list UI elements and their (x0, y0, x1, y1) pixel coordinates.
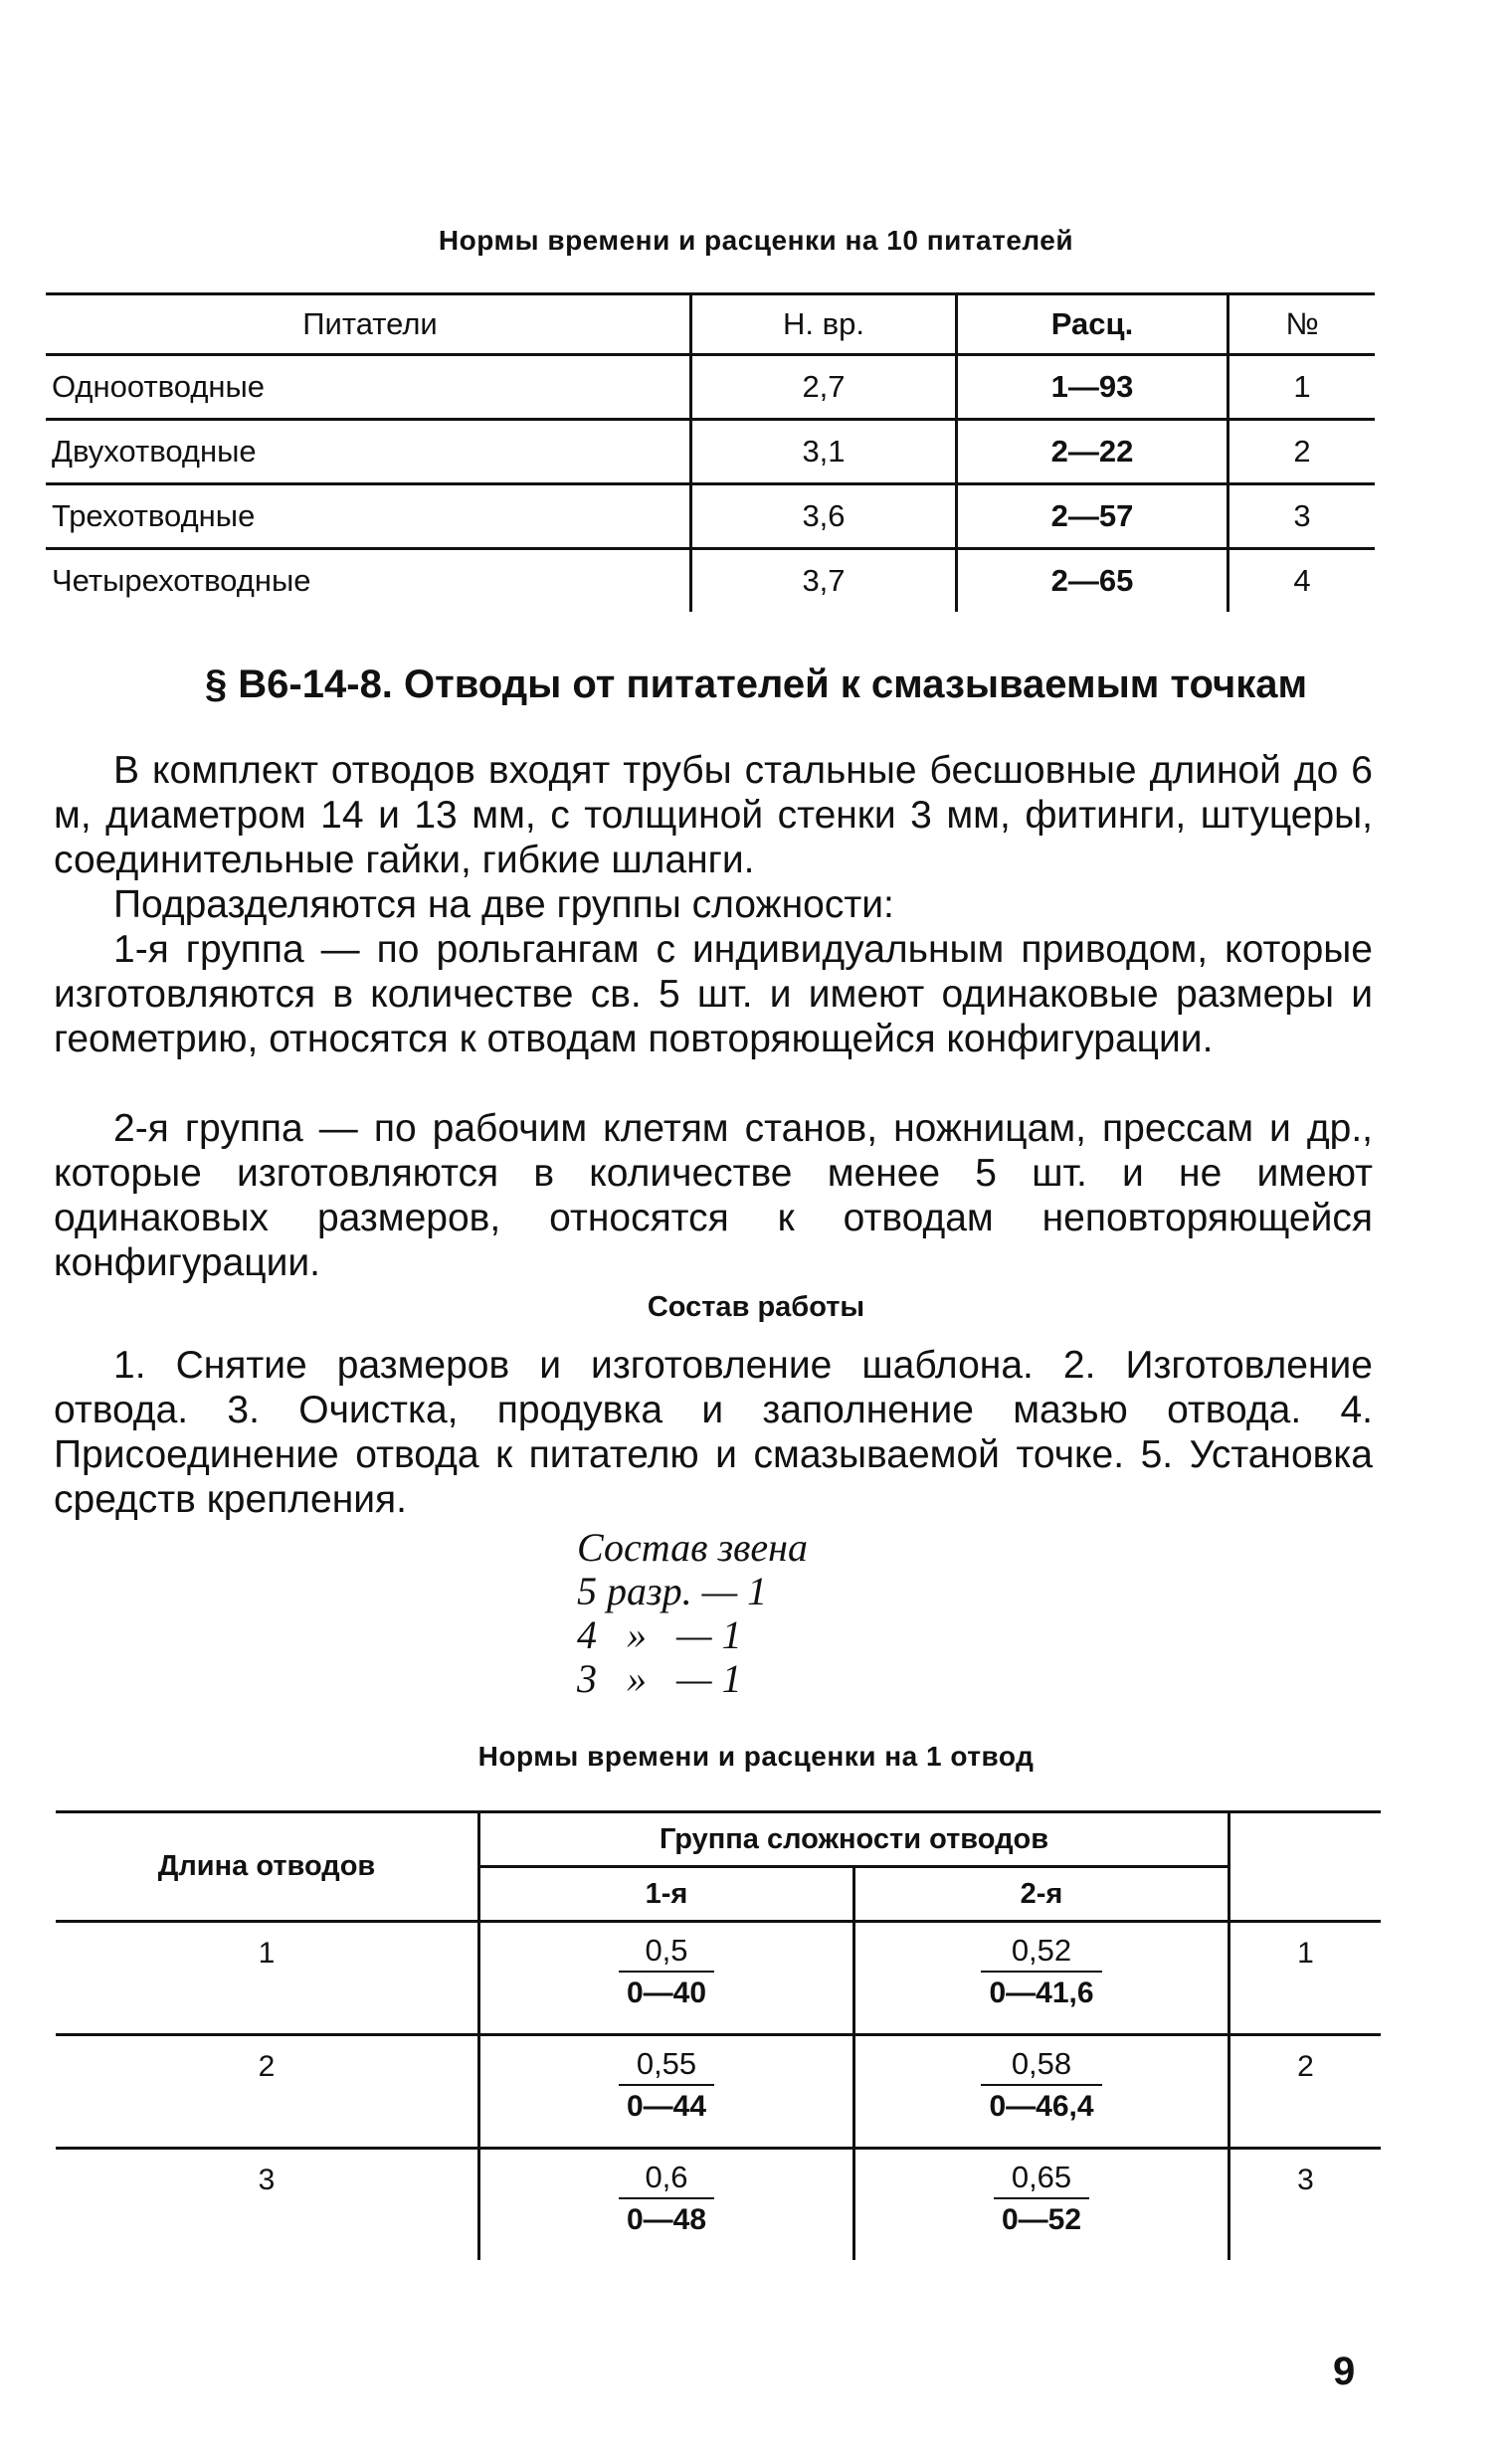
norm-value: 0,6 (619, 2158, 714, 2199)
norm-value: 0,5 (619, 1931, 714, 1973)
crew-line: 4 » — 1 (577, 1612, 742, 1657)
table2-cell-group2 (854, 2035, 1229, 2149)
table2-cell-group1 (479, 2149, 854, 2261)
paragraph-group-2: 2-я группа — по рабочим клетям станов, ножницам, прессам и др., которые изготовляются в количестве менее 5 шт. и не имеют одинаковых размеров, относятся к отводам неповторяющейся конфигурации. (54, 1107, 1373, 1284)
table2-cell-number: 3 (1229, 2149, 1382, 2261)
table2-cell-number: 2 (1229, 2035, 1382, 2149)
table1-cell-feeder: Одноотводные (46, 355, 691, 420)
table1-cell-feeder: Трехотводные (46, 484, 691, 549)
table2-cell-group1 (479, 2035, 854, 2149)
table2-subheader-group1: 1-я (479, 1867, 854, 1922)
table1-cell-norm: 3,7 (691, 549, 957, 613)
table2-cell-length: 1 (56, 1922, 479, 2035)
rate-value: 0—44 (626, 2090, 707, 2123)
norm-value: 0,65 (994, 2158, 1089, 2199)
table1-header-feeders: Питатели (46, 294, 691, 355)
rate-value: 0—41,6 (989, 1977, 1094, 2009)
table2-cell-group2 (854, 2149, 1229, 2261)
table1-cell-rate: 2—22 (957, 420, 1228, 484)
table-row (56, 1922, 1381, 2035)
table2-outlets (56, 1810, 1381, 2260)
table-row (46, 484, 1375, 549)
table1-feeders (46, 292, 1375, 612)
table2-cell-number: 1 (1229, 1922, 1382, 2035)
table1-header-rate: Расц. (957, 294, 1228, 355)
table2-cell-group1 (479, 1922, 854, 2035)
paragraph-groups-intro: Подразделяются на две группы сложности: (113, 883, 894, 926)
work-caption: Состав работы (647, 1291, 865, 1323)
table2-header-group: Группа сложности отводов (479, 1812, 1229, 1867)
table1-cell-rate: 2—57 (957, 484, 1228, 549)
table1-cell-norm: 2,7 (691, 355, 957, 420)
table1-cell-norm: 3,6 (691, 484, 957, 549)
table1-cell-rate: 2—65 (957, 549, 1228, 613)
norm-value: 0,58 (981, 2044, 1101, 2086)
table2-header-row (56, 1812, 1381, 1867)
table1-cell-number: 3 (1228, 484, 1376, 549)
table1-cell-number: 1 (1228, 355, 1376, 420)
crew-line: 3 » — 1 (577, 1656, 742, 1701)
table-row (46, 549, 1375, 613)
norm-value: 0,52 (981, 1931, 1101, 1973)
table2-cell-group2 (854, 1922, 1229, 2035)
table1-header-norm: Н. вр. (691, 294, 957, 355)
rate-value: 0—46,4 (989, 2090, 1094, 2123)
table1-cell-number: 4 (1228, 549, 1376, 613)
table1-caption: Нормы времени и расценки на 10 питателей (438, 225, 1074, 256)
norm-value: 0,55 (619, 2044, 714, 2086)
table1-header-number: № (1228, 294, 1376, 355)
crew-title: Состав звена (577, 1525, 809, 1570)
table1-header-row (46, 294, 1375, 355)
paragraph-group-1: 1-я группа — по рольгангам с индивидуальным приводом, которые изготовляются в количестве св. 5 шт. и имеют одинаковые размеры и геометрию, относятся к отводам повторяющейся конфигурации. (54, 928, 1373, 1060)
table1-cell-number: 2 (1228, 420, 1376, 484)
table2-cell-length: 2 (56, 2035, 479, 2149)
table-row (56, 2149, 1381, 2261)
crew-block (577, 1526, 975, 1701)
table1-cell-feeder: Двухотводные (46, 420, 691, 484)
section-heading: § В6-14-8. Отводы от питателей к смазываемым точкам (204, 662, 1308, 706)
table1-cell-feeder: Четырехотводные (52, 563, 311, 598)
rate-value: 0—52 (1001, 2203, 1082, 2236)
table1-cell-norm: 3,1 (691, 420, 957, 484)
table2-caption: Нормы времени и расценки на 1 отвод (477, 1741, 1035, 1772)
crew-line: 5 разр. — 1 (577, 1569, 768, 1613)
paragraph-work: 1. Снятие размеров и изготовление шаблона. 2. Изготовление отвода. 3. Очистка, продувка и заполнение мазью отвода. 4. Присоединение отвода к питателю и смазываемой точке. 5. Установка средств крепления. (54, 1344, 1373, 1521)
table2-header-length: Длина отводов (56, 1812, 479, 1922)
paragraph-contents: В комплект отводов входят трубы стальные бесшовные длиной до 6 м, диаметром 14 и 13 мм, с толщиной стенки 3 мм, фитинги, штуцеры, соединительные гайки, гибкие шланги. (54, 749, 1373, 881)
table2-header-number (1229, 1812, 1382, 1922)
table-row (46, 355, 1375, 420)
rate-value: 0—40 (626, 1977, 707, 2009)
table-row (46, 420, 1375, 484)
table-row (56, 2035, 1381, 2149)
table2-cell-length: 3 (258, 2164, 276, 2196)
table2-subheader-group2: 2-я (854, 1867, 1229, 1922)
page-number: 9 (1333, 2350, 1356, 2393)
rate-value: 0—48 (626, 2203, 707, 2236)
table1-cell-rate: 1—93 (957, 355, 1228, 420)
